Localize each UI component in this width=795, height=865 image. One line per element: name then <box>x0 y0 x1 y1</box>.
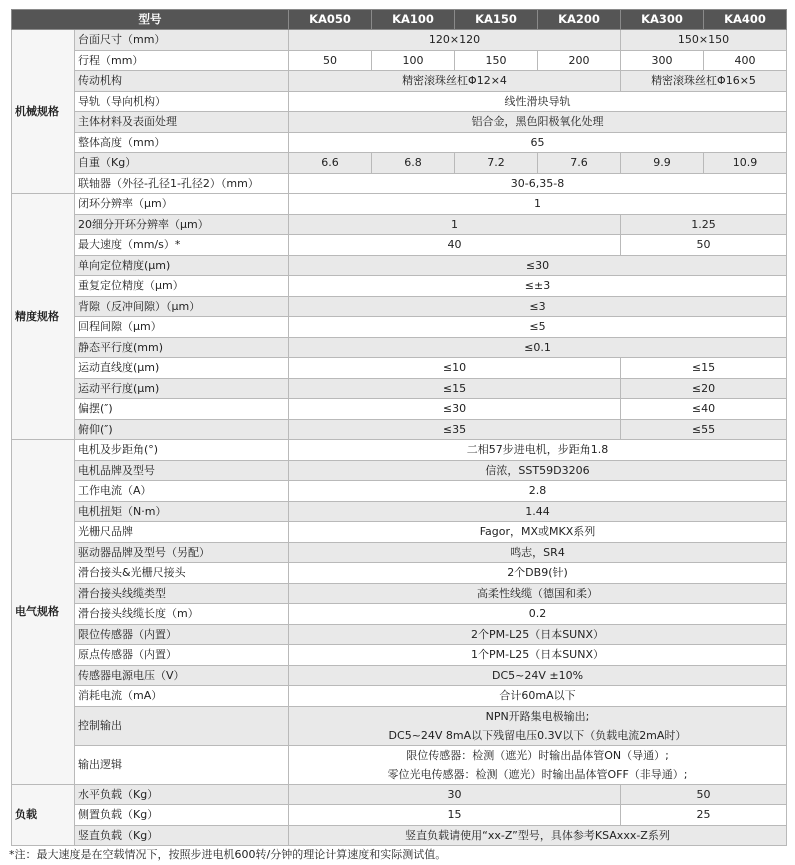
section-precision: 精度规格 <box>12 194 75 440</box>
table-row <box>12 805 787 826</box>
row-label: 原点传感器（内置） <box>75 645 289 666</box>
table-row <box>12 317 787 338</box>
row-label: 回程间隙（μm） <box>75 317 289 338</box>
table-row <box>12 50 787 71</box>
cell-value: 30 <box>289 784 621 805</box>
cell-value: 0.2 <box>289 604 787 625</box>
table-row <box>12 71 787 92</box>
cell-value: 150 <box>455 50 538 71</box>
row-label: 运动直线度(μm) <box>75 358 289 379</box>
table-row <box>12 522 787 543</box>
cell-value: 1.44 <box>289 501 787 522</box>
cell-value <box>289 706 787 745</box>
cell-value: 30-6,35-8 <box>289 173 787 194</box>
row-label: 俯仰(″) <box>75 419 289 440</box>
table-row <box>12 214 787 235</box>
row-label: 光栅尺品牌 <box>75 522 289 543</box>
row-label: 电机扭矩（N·m） <box>75 501 289 522</box>
cell-value: 2个DB9(针) <box>289 563 787 584</box>
row-label: 自重（Kg） <box>75 153 289 174</box>
table-row <box>12 583 787 604</box>
table-row <box>12 399 787 420</box>
cell-value: 7.6 <box>538 153 621 174</box>
cell-value: 精密滚珠丝杠Φ16×5 <box>621 71 787 92</box>
cell-value: ≤55 <box>621 419 787 440</box>
cell-value: ≤5 <box>289 317 787 338</box>
table-row <box>12 784 787 805</box>
cell-line: 零位光电传感器：检测（遮光）时输出晶体管OFF（非导通）; <box>387 767 688 781</box>
row-label: 联轴器（外径-孔径1-孔径2）（mm） <box>75 173 289 194</box>
cell-value: 300 <box>621 50 704 71</box>
cell-value: 10.9 <box>704 153 787 174</box>
table-row <box>12 665 787 686</box>
model-header: 型号 <box>12 10 289 30</box>
model-ka200: KA200 <box>538 10 621 30</box>
cell-value: 400 <box>704 50 787 71</box>
table-row <box>12 624 787 645</box>
cell-value: ≤0.1 <box>289 337 787 358</box>
row-label: 传感器电源电压（V） <box>75 665 289 686</box>
cell-value: 7.2 <box>455 153 538 174</box>
cell-value: 120×120 <box>289 30 621 51</box>
table-row <box>12 563 787 584</box>
table-row <box>12 481 787 502</box>
cell-value: 高柔性线缆（德国和柔） <box>289 583 787 604</box>
cell-value: 40 <box>289 235 621 256</box>
table-row <box>12 276 787 297</box>
cell-value: 9.9 <box>621 153 704 174</box>
cell-value: ≤30 <box>289 399 621 420</box>
table-row <box>12 501 787 522</box>
row-label: 工作电流（A） <box>75 481 289 502</box>
section-electrical: 电气规格 <box>12 440 75 785</box>
cell-value: 100 <box>372 50 455 71</box>
cell-value: 二相57步进电机，步距角1.8 <box>289 440 787 461</box>
cell-value: ≤35 <box>289 419 621 440</box>
model-ka400: KA400 <box>704 10 787 30</box>
table-row <box>12 91 787 112</box>
table-row <box>12 604 787 625</box>
table-row <box>12 745 787 784</box>
row-label: 20细分开环分辨率（μm） <box>75 214 289 235</box>
model-ka100: KA100 <box>372 10 455 30</box>
cell-value: 150×150 <box>621 30 787 51</box>
cell-value: 信浓，SST59D3206 <box>289 460 787 481</box>
cell-line: DC5~24V 8mA以下残留电压0.3V以下（负载电流2mA时） <box>388 728 687 742</box>
footnote: *注：最大速度是在空载情况下，按照步进电机600转/分钟的理论计算速度和实际测试值。 <box>9 848 447 861</box>
model-ka300: KA300 <box>621 10 704 30</box>
table-row <box>12 378 787 399</box>
row-label: 消耗电流（mA） <box>75 686 289 707</box>
table-row <box>12 440 787 461</box>
cell-value: 铝合金，黑色阳极氧化处理 <box>289 112 787 133</box>
table-row <box>12 194 787 215</box>
row-label: 电机品牌及型号 <box>75 460 289 481</box>
cell-value: 6.6 <box>289 153 372 174</box>
row-label: 运动平行度(μm) <box>75 378 289 399</box>
cell-value: 1 <box>289 194 787 215</box>
table-row <box>12 645 787 666</box>
spec-table <box>11 9 787 846</box>
row-label: 偏摆(″) <box>75 399 289 420</box>
row-label: 闭环分辨率（μm） <box>75 194 289 215</box>
table-row <box>12 358 787 379</box>
row-label: 最大速度（mm/s）* <box>75 235 289 256</box>
row-label: 行程（mm） <box>75 50 289 71</box>
row-label: 控制输出 <box>75 706 289 745</box>
table-row <box>12 296 787 317</box>
cell-value: 65 <box>289 132 787 153</box>
row-label: 滑台接头线缆类型 <box>75 583 289 604</box>
cell-line: 限位传感器：检测（遮光）时输出晶体管ON（导通）; <box>406 748 669 762</box>
cell-value: DC5~24V ±10% <box>289 665 787 686</box>
cell-value: 1 <box>289 214 621 235</box>
row-label: 静态平行度(mm) <box>75 337 289 358</box>
table-row <box>12 112 787 133</box>
row-label: 限位传感器（内置） <box>75 624 289 645</box>
table-row <box>12 825 787 846</box>
row-label: 驱动器品牌及型号（另配） <box>75 542 289 563</box>
cell-value: ≤15 <box>621 358 787 379</box>
row-label: 台面尺寸（mm） <box>75 30 289 51</box>
row-label: 整体高度（mm） <box>75 132 289 153</box>
table-row <box>12 255 787 276</box>
table-row <box>12 686 787 707</box>
header-row <box>12 10 787 30</box>
cell-value: 50 <box>289 50 372 71</box>
table-row <box>12 337 787 358</box>
cell-value: Fagor，MX或MKX系列 <box>289 522 787 543</box>
row-label: 滑台接头&光栅尺接头 <box>75 563 289 584</box>
table-row <box>12 132 787 153</box>
cell-value: 50 <box>621 784 787 805</box>
table-row <box>12 153 787 174</box>
cell-value: ≤±3 <box>289 276 787 297</box>
section-mechanical: 机械规格 <box>12 30 75 194</box>
row-label: 侧置负载（Kg） <box>75 805 289 826</box>
cell-value: 2个PM-L25（日本SUNX） <box>289 624 787 645</box>
table-row <box>12 173 787 194</box>
table-row <box>12 706 787 745</box>
section-load: 负载 <box>12 784 75 846</box>
table-row <box>12 542 787 563</box>
row-label: 重复定位精度（μm） <box>75 276 289 297</box>
cell-value: ≤40 <box>621 399 787 420</box>
cell-value: 15 <box>289 805 621 826</box>
row-label: 导轨（导向机构） <box>75 91 289 112</box>
cell-value: ≤3 <box>289 296 787 317</box>
cell-value: 合计60mA以下 <box>289 686 787 707</box>
cell-value: 25 <box>621 805 787 826</box>
row-label: 输出逻辑 <box>75 745 289 784</box>
table-row <box>12 460 787 481</box>
table-row <box>12 419 787 440</box>
cell-value: 2.8 <box>289 481 787 502</box>
row-label: 主体材料及表面处理 <box>75 112 289 133</box>
cell-value: 1.25 <box>621 214 787 235</box>
model-ka050: KA050 <box>289 10 372 30</box>
table-row <box>12 235 787 256</box>
cell-value: 200 <box>538 50 621 71</box>
cell-value: ≤15 <box>289 378 621 399</box>
cell-value: 鸣志，SR4 <box>289 542 787 563</box>
row-label: 水平负载（Kg） <box>75 784 289 805</box>
row-label: 背隙（反冲间隙）（μm） <box>75 296 289 317</box>
cell-value: 6.8 <box>372 153 455 174</box>
row-label: 竖直负载（Kg） <box>75 825 289 846</box>
row-label: 电机及步距角(°) <box>75 440 289 461</box>
cell-value: 线性滑块导轨 <box>289 91 787 112</box>
cell-line: NPN开路集电极输出; <box>485 709 590 723</box>
cell-value: 竖直负载请使用“xx-Z”型号，具体参考KSAxxx-Z系列 <box>289 825 787 846</box>
cell-value: 精密滚珠丝杠Φ12×4 <box>289 71 621 92</box>
cell-value: ≤10 <box>289 358 621 379</box>
row-label: 滑台接头线缆长度（m） <box>75 604 289 625</box>
row-label: 传动机构 <box>75 71 289 92</box>
model-ka150: KA150 <box>455 10 538 30</box>
cell-value: ≤30 <box>289 255 787 276</box>
cell-value <box>289 745 787 784</box>
cell-value: 1个PM-L25（日本SUNX） <box>289 645 787 666</box>
cell-value: 50 <box>621 235 787 256</box>
cell-value: ≤20 <box>621 378 787 399</box>
row-label: 单向定位精度(μm) <box>75 255 289 276</box>
table-row <box>12 30 787 51</box>
